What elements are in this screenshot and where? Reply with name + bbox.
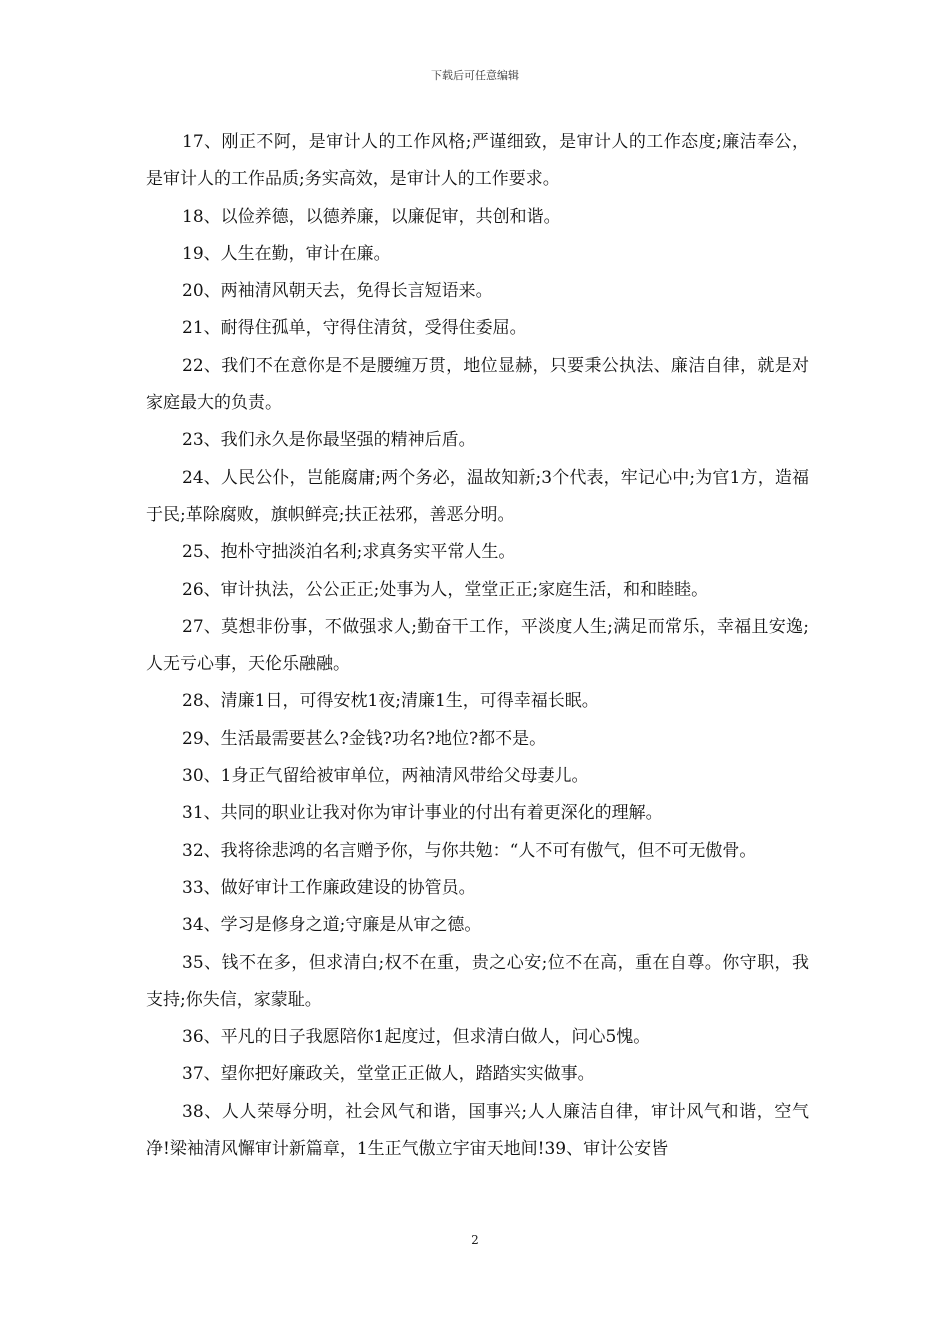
paragraph: 29、生活最需要甚么?金钱?功名?地位?都不是。 xyxy=(182,728,547,749)
document-body xyxy=(146,124,809,1168)
paragraph: 24、人民公仆，岂能腐庸;两个务必，温故知新;3个代表，牢记心中;为官1方，造福于民;革除腐败，旗帜鲜亮;扶正祛邪，善恶分明。 xyxy=(146,467,809,525)
paragraph: 22、我们不在意你是不是腰缠万贯，地位显赫，只要秉公执法、廉洁自律，就是对家庭最大的负责。 xyxy=(146,355,809,414)
paragraph: 26、审计执法，公公正正;处事为人，堂堂正正;家庭生活，和和睦睦。 xyxy=(182,579,709,600)
paragraph: 32、我将徐悲鸿的名言赠予你，与你共勉：“人不可有傲气，但不可无傲骨。 xyxy=(182,840,757,861)
paragraph: 33、做好审计工作廉政建设的协管员。 xyxy=(182,877,476,898)
paragraph: 23、我们永久是你最坚强的精神后盾。 xyxy=(182,430,476,451)
paragraph: 28、清廉1日，可得安枕1夜;清廉1生，可得幸福长眠。 xyxy=(182,691,599,712)
paragraph: 17、刚正不阿，是审计人的工作风格;严谨细致，是审计人的工作态度;廉洁奉公，是审计人的工作品质;务实高效，是审计人的工作要求。 xyxy=(146,132,809,190)
paragraph: 34、学习是修身之道;守廉是从审之德。 xyxy=(182,915,482,936)
page-header: 下载后可任意编辑 xyxy=(431,69,519,82)
paragraph: 19、人生在勤，审计在廉。 xyxy=(182,243,391,264)
paragraph: 30、1身正气留给被审单位，两袖清风带给父母妻儿。 xyxy=(182,766,589,787)
paragraph: 27、莫想非份事，不做强求人;勤奋干工作，平淡度人生;满足而常乐，幸福且安逸;人无亏心事，天伦乐融融。 xyxy=(146,616,809,675)
page-number: 2 xyxy=(471,1233,479,1247)
paragraph: 21、耐得住孤单，守得住清贫，受得住委屈。 xyxy=(182,318,527,339)
paragraph: 38、人人荣辱分明，社会风气和谐，国事兴;人人廉洁自律，审计风气和谐，空气净!梁袖清风懈审计新篇章，1生正气傲立宇宙天地间!39、审计公安皆 xyxy=(146,1101,809,1160)
paragraph: 37、望你把好廉政关，堂堂正正做人，踏踏实实做事。 xyxy=(182,1064,595,1085)
paragraph: 20、两袖清风朝天去，免得长言短语来。 xyxy=(182,281,493,302)
paragraph: 25、抱朴守拙淡泊名利;求真务实平常人生。 xyxy=(182,542,516,563)
paragraph: 35、钱不在多，但求清白;权不在重，贵之心安;位不在高，重在自尊。你守职，我支持;你失信，家蒙耻。 xyxy=(146,952,809,1010)
paragraph: 36、平凡的日子我愿陪你1起度过，但求清白做人，问心5愧。 xyxy=(182,1027,651,1048)
paragraph: 31、共同的职业让我对你为审计事业的付出有着更深化的理解。 xyxy=(182,803,663,824)
paragraph: 18、以俭养德，以德养廉，以廉促审，共创和谐。 xyxy=(182,206,561,227)
